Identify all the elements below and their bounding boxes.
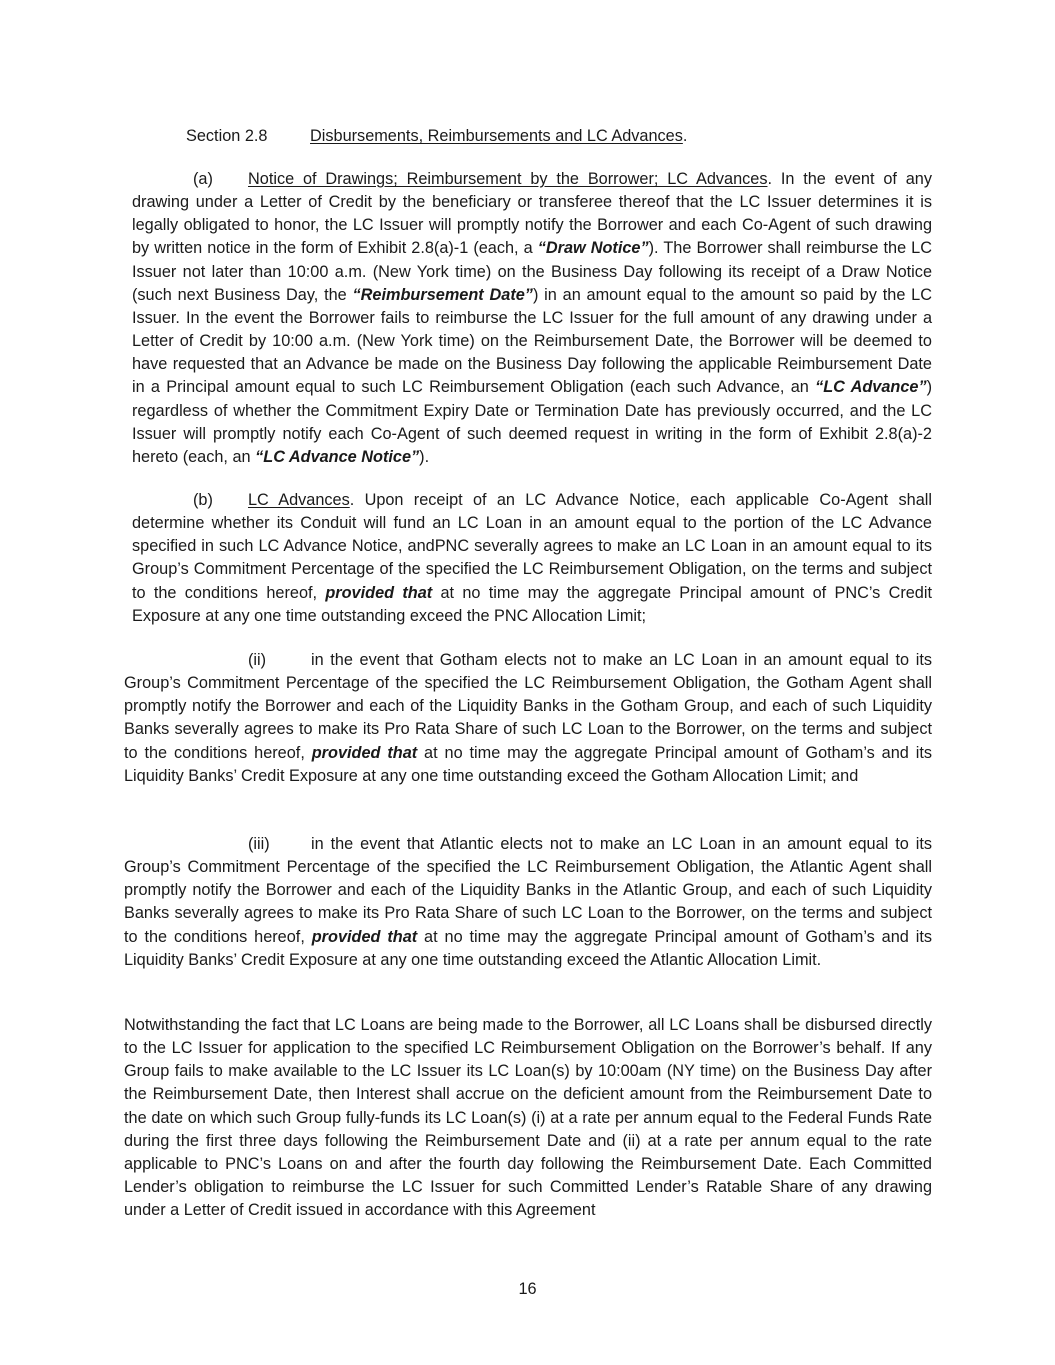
paragraph-a-text: ) in an amount equal to the amount so paid by the LC Issuer. In the event the Borrower fails to reimburse the LC Issuer for the full amount of any drawing under a Letter of Credit by 10:00 a.m. (New York time) on the Reimbursement Date, the Borrower will be deemed to have requested that an Advance be made on the Business Day following the applicable Reimbursement Date in a Principal amount equal to such LC Reimbursement Obligation (each such Advance, an (132, 285, 932, 397)
provided-that-term: provided that (311, 927, 418, 946)
paragraph-b-text: . Upon receipt of an LC Advance Notice, each applicable Co-Agent shall determine whether its Conduit will fund an LC Loan in an amount equal to the portion of the LC Advance specified in such LC Advance Notice, andPNC severally agrees to make an LC Loan in an amount equal to its Group’s Commitment Percentage of the specified the LC Reimbursement Obligation, on the terms and subject to the conditions hereof, (132, 491, 932, 602)
paragraph-b-text: at no time may the aggregate Principal amount of PNC’s Credit Exposure at any one time outstanding exceed the PNC Allocation Limit; (132, 583, 932, 625)
paragraph-a-text: ). (419, 447, 430, 466)
paragraph-b-label: (b) (193, 491, 213, 509)
paragraph-iii (124, 833, 932, 972)
paragraph-iii-label: (iii) (248, 835, 270, 853)
paragraph-ii-text: in the event that Gotham elects not to make an LC Loan in an amount equal to its Group’s Commitment Percentage of the specified the LC Reimbursement Obligation, the Gotham Agent shall promptly notify the Borrower and each of the Liquidity Banks in the Gotham Group, and each of such Liquidity Banks severally agrees to make its Pro Rata Share of such LC Loan to the Borrower, on the terms and subject to the conditions hereof, (124, 651, 932, 762)
paragraph-b-heading: LC Advances (248, 491, 350, 509)
paragraph-a-heading: Notice of Drawings; Reimbursement by the Borrower; LC Advances (248, 170, 768, 188)
paragraph-ii (124, 649, 932, 788)
paragraph-a-text: ) regardless of whether the Commitment Expiry Date or Termination Date has previously occurred, and the LC Issuer will promptly notify each Co-Agent of such deemed request in writing in the form of Exhibit 2.8(a)-2 hereto (each, an (132, 378, 933, 466)
paragraph-iii-text: at no time may the aggregate Principal amount of Gotham’s and its Liquidity Banks’ Credit Exposure at any one time outstanding exceed the Atlantic Allocation Limit. (124, 927, 932, 969)
provided-that-term: provided that (311, 743, 418, 762)
paragraph-a (132, 168, 932, 469)
paragraph-b (132, 489, 932, 628)
defined-term-lc-advance: “LC Advance” (815, 378, 927, 397)
defined-term-draw-notice: “Draw Notice” (537, 239, 649, 258)
section-heading (186, 125, 687, 148)
provided-that-term: provided that (325, 583, 433, 602)
paragraph-a-text: ). The Borrower shall reimburse the LC Issuer not later than 10:00 a.m. (New York time) on the Business Day following its receipt of a Draw Notice (such next Business Day, the (132, 239, 932, 304)
section-number: Section 2.8 (186, 127, 268, 145)
page-number: 16 (518, 1280, 537, 1298)
paragraph-ii-text: at no time may the aggregate Principal amount of Gotham’s and its Liquidity Banks’ Credit Exposure at any one time outstanding exceed the Gotham Allocation Limit; and (124, 743, 932, 785)
defined-term-lc-advance-notice: “LC Advance Notice” (255, 447, 420, 466)
paragraph-ii-label: (ii) (248, 651, 267, 669)
section-title: Disbursements, Reimbursements and LC Advances (310, 127, 683, 145)
paragraph-notwithstanding: Notwithstanding the fact that LC Loans are being made to the Borrower, all LC Loans shall be disbursed directly to the LC Issuer for application to the specified LC Reimbursement Obligation on the Borrower’s behalf. If any Group fails to make available to the LC Issuer its LC Loan(s) by 10:00am (NY time) on the Business Day after the Reimbursement Date, then Interest shall accrue on the deficient amount from the Reimbursement Date to the date on which such Group fully-funds its LC Loan(s) (i) at a rate per annum equal to the Federal Funds Rate during the first three days following the Reimbursement Date and (ii) at a rate per annum equal to the rate applicable to PNC’s Loans on and after the fourth day following the Reimbursement Date. Each Committed Lender’s obligation to reimburse the LC Issuer for such Committed Lender’s Ratable Share of any drawing under a Letter of Credit issued in accordance with this Agreement (124, 1016, 932, 1220)
section-title-end: . (682, 127, 688, 145)
paragraph-iii-text: in the event that Atlantic elects not to make an LC Loan in an amount equal to its Group’s Commitment Percentage of the specified the LC Reimbursement Obligation, the Atlantic Agent shall promptly notify the Borrower and each of the Liquidity Banks in the Atlantic Group, and each of such Liquidity Banks severally agrees to make its Pro Rata Share of such LC Loan to the Borrower, on the terms and subject to the conditions hereof, (124, 835, 932, 946)
defined-term-reimbursement-date: “Reimbursement Date” (352, 285, 533, 304)
paragraph-a-label: (a) (193, 170, 213, 188)
paragraph-a-text: . In the event of any drawing under a Letter of Credit by the beneficiary or transferee thereof that the LC Issuer determines it is legally obligated to honor, the LC Issuer will promptly notify the Borrower and each Co-Agent of such drawing by written notice in the form of Exhibit 2.8(a)-1 (each, a (132, 170, 932, 258)
